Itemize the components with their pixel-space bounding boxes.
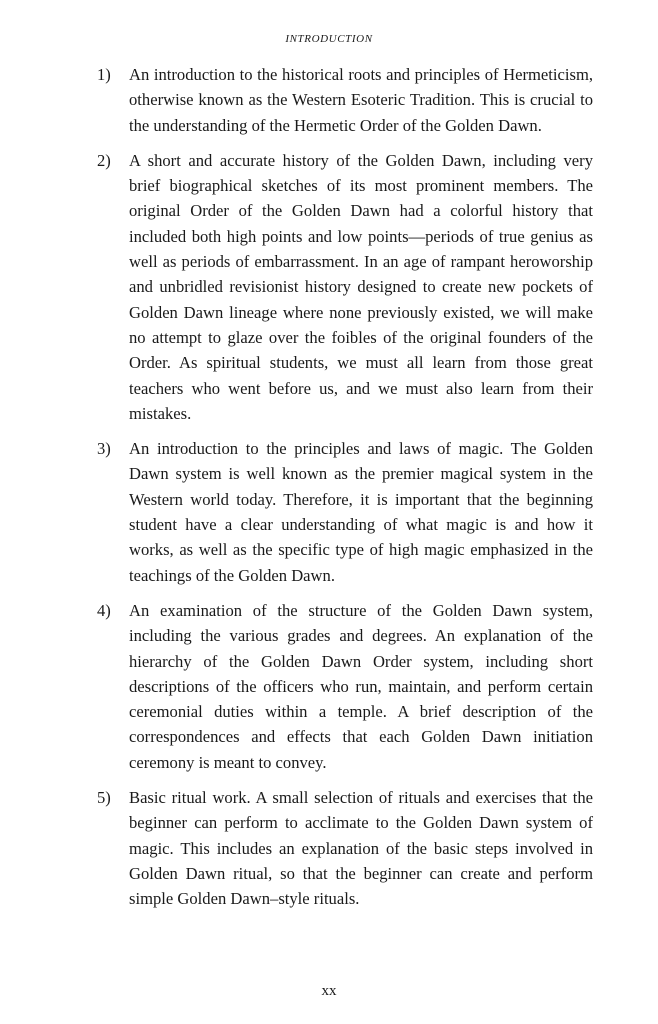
list-item-number: 3) — [97, 439, 111, 459]
list-item — [97, 785, 593, 911]
running-head: INTRODUCTION — [285, 33, 373, 45]
list-item-number: 2) — [97, 150, 111, 170]
page-number: xx — [321, 983, 337, 999]
list-item-text: A short and accurate history of the Golden Dawn, including very brief biographical sketches of its most prominent members. The original Order of the Golden Dawn had a colorful history that included both high points and low points—periods of true genius as well as periods of embarrassment. In an age of rampant heroworship and unbridled revisionist history designed to create new pockets of Golden Dawn lineage where none previously existed, we will make no attempt to glaze over the foibles of the original founders of the Order. As spiritual students, we must all learn from those great teachers who went before us, and we must also learn from their mistakes. — [129, 150, 593, 423]
list-item-text: An introduction to the principles and laws of magic. The Golden Dawn system is well known as the premier magical system in the Western world today. Therefore, it is important that the beginning student have a clear understanding of what magic is and how it works, as well as the specific type of high magic emphasized in the teachings of the Golden Dawn. — [129, 439, 593, 585]
list-item-number: 4) — [97, 600, 111, 620]
list-item-text: An examination of the structure of the Golden Dawn system, including the various grades and degrees. An explanation of the hierarchy of the Golden Dawn Order system, including short descriptions of the officers who run, maintain, and perform certain ceremonial duties within a temple. A brief description of the correspondences and effects that each Golden Dawn initiation ceremony is meant to convey. — [129, 600, 593, 772]
list-item-number: 5) — [97, 788, 111, 808]
list-item — [97, 62, 593, 138]
list-item-number: 1) — [97, 65, 111, 84]
list-item-text: An introduction to the historical roots and principles of Hermeticism, otherwise known as the Western Esoteric Tradition. This is crucial to the understanding of the Hermetic Order of the Golden Dawn. — [129, 65, 593, 135]
list-item-text: Basic ritual work. A small selection of rituals and exercises that the beginner can perform to acclimate to the Golden Dawn system of magic. This includes an explanation of the basic steps involved in Golden Dawn ritual, so that the beginner can create and perform simple Golden Dawn–style rituals. — [129, 788, 593, 909]
numbered-list — [97, 62, 593, 922]
list-item — [97, 598, 593, 775]
list-item — [97, 436, 593, 588]
list-item — [97, 148, 593, 426]
